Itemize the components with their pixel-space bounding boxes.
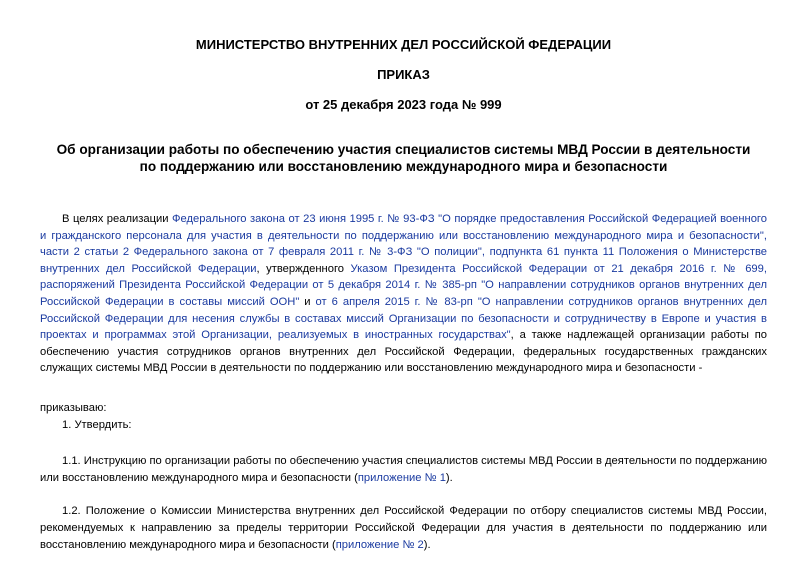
intro-paragraph bbox=[40, 211, 767, 377]
item-1-2-text: 1.2. Положение о Комиссии Министерства внутренних дел Российской Федерации по отбору специалистов системы МВД России, рекомендуемых к направлению за пределы территории Российской Федерации для участия в деятельности по поддержанию или восстановлению международного мира и безопасности ( bbox=[40, 505, 767, 551]
order-word: приказываю: bbox=[40, 401, 107, 414]
intro-text-2: , утвержденного bbox=[256, 262, 351, 275]
document-date-number: от 25 декабря 2023 года № 999 bbox=[305, 97, 502, 112]
item-1-1 bbox=[40, 453, 767, 486]
directive-link[interactable]: от 6 апреля 2015 г. № 83-рп "О направлении сотрудников органов внутренних дел Российской Федерации для несения службы в составах миссий Организации по безопасности и сотрудничеству в Европе и участия в проектах и программах этой Организации, реализуемых в иностранных государствах" bbox=[40, 295, 768, 342]
document-title: Об организации работы по обеспечению участия специалистов системы МВД России в деятельности по поддержанию или восстановлению международного мира и безопасности bbox=[56, 142, 751, 174]
intro-text-4: , а также надлежащей организации работы по обеспечению участия сотрудников органов внутренних дел Российской Федерации, федеральных государственных гражданских служащих системы МВД России в деятельности по поддержанию или восстановлению международного мира и безопасности - bbox=[40, 329, 767, 375]
item-1-2 bbox=[40, 503, 767, 553]
item-1-1-text: 1.1. Инструкцию по организации работы по обеспечению участия специалистов системы МВД России в деятельности по поддержанию или восстановлению международного мира и безопасности ( bbox=[40, 455, 767, 484]
document-type: ПРИКАЗ bbox=[377, 67, 430, 82]
ministry-name: МИНИСТЕРСТВО ВНУТРЕННИХ ДЕЛ РОССИЙСКОЙ ФЕДЕРАЦИИ bbox=[195, 37, 612, 52]
document-body bbox=[40, 211, 767, 553]
presidential-decree-link[interactable]: Указом Президента Российской Федерации от 21 декабря 2016 г. № 699, распоряжений Президента Российской Федерации от 5 декабря 2014 г. № 385-рп "О направлении сотрудников органов внутренних дел Российской Федерации в составы миссий ООН" bbox=[40, 262, 767, 308]
intro-text-1: В целях реализации bbox=[62, 213, 173, 225]
appendix-2-link[interactable]: приложение № 2 bbox=[335, 538, 424, 551]
federal-law-link[interactable]: Федерального закона от 23 июня 1995 г. № 93-ФЗ "О порядке предоставления Российской Федерацией военного и гражданского персонала для участия в деятельности по поддержанию или восстановлению международного мира и безопасности", части 2 статьи 2 Федерального закона от 7 февраля 2011 г. № 3-ФЗ "О полиции", подпункта 61 пункта 11 Положения о Министерстве внутренних дел Российской Федерации bbox=[40, 213, 767, 275]
item-1-1-end: ). bbox=[445, 471, 453, 484]
appendix-1-link[interactable]: приложение № 1 bbox=[357, 471, 446, 484]
item-1: 1. Утвердить: bbox=[62, 418, 132, 431]
intro-text-3: и bbox=[299, 295, 316, 308]
item-1-2-end: ). bbox=[423, 538, 431, 551]
